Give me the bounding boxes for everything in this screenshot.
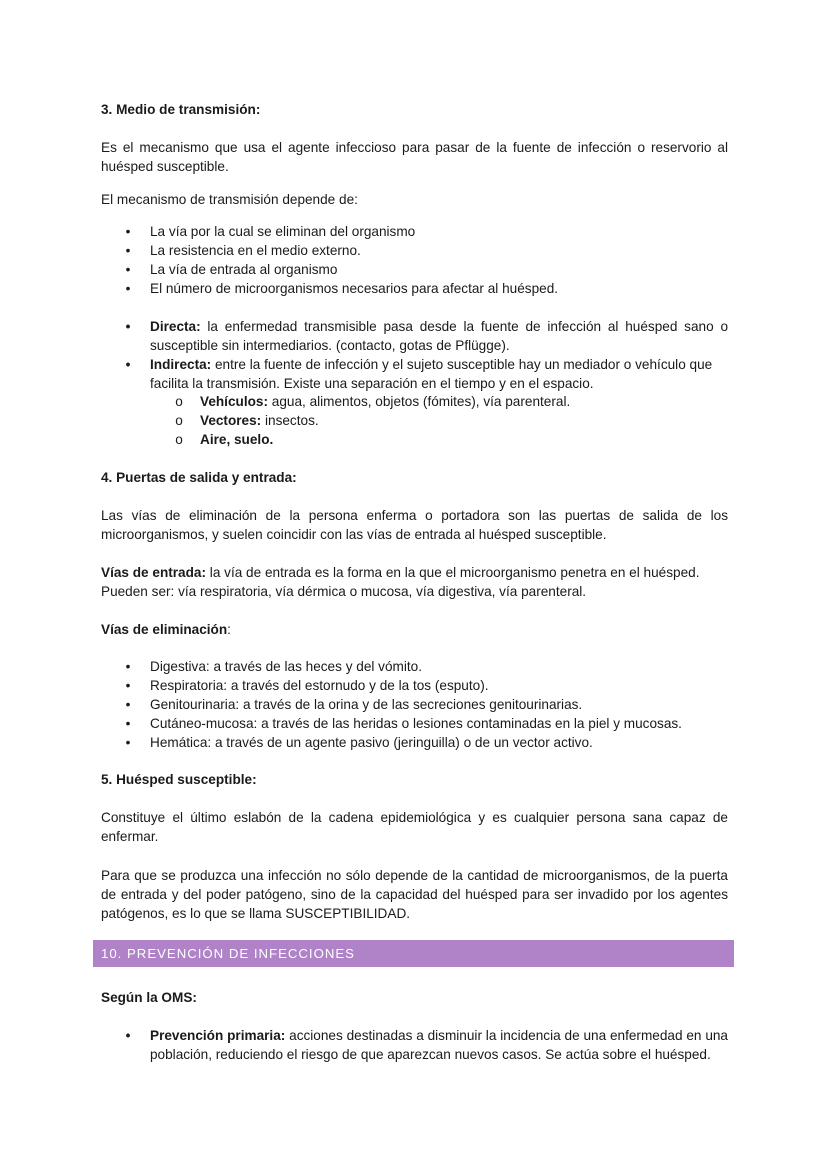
section-4-para-1-line-1: Las vías de eliminación de la persona enferma o portadora son las puertas de salida de los: [101, 508, 728, 523]
section-10-banner-title: 10. PREVENCIÓN DE INFECCIONES: [101, 946, 355, 961]
aire-suelo-item: Aire, suelo.: [200, 432, 274, 447]
circle-bullet-icon: o: [175, 413, 183, 428]
vectores-text: insectos.: [261, 413, 319, 428]
circle-bullet-icon: o: [175, 394, 183, 409]
section-5-para-2-line-1: Para que se produzca una infección no sólo depende de la cantidad de microorganismos, de la puerta: [101, 868, 728, 883]
bullet-icon: •: [125, 678, 131, 693]
circle-bullet-icon: o: [175, 432, 183, 447]
bullet-icon: •: [125, 262, 131, 277]
directa-line-2: susceptible sin intermediarios. (contacto, gotas de Pflügge).: [150, 338, 510, 353]
directa-line-1: [150, 317, 728, 336]
bullet-icon: •: [125, 735, 131, 750]
vias-entrada-line-2: Pueden ser: vía respiratoria, vía dérmica o mucosa, vía digestiva, vía parenteral.: [101, 584, 587, 599]
indirecta-line-1: [150, 355, 712, 374]
via-eliminacion-item: Cutáneo-mucosa: a través de las heridas o lesiones contaminadas en la piel y mucosas.: [150, 716, 682, 731]
directa-label: Directa:: [150, 319, 201, 334]
bullet-icon: •: [125, 281, 131, 296]
bullet-icon: •: [125, 697, 131, 712]
vehiculos-label: Vehículos:: [200, 394, 268, 409]
vias-eliminacion-colon: :: [227, 622, 231, 637]
via-eliminacion-item: Respiratoria: a través del estornudo y de la tos (esputo).: [150, 678, 489, 693]
bullet-icon: •: [125, 357, 131, 372]
vectores-item: [200, 411, 319, 430]
via-eliminacion-item: Digestiva: a través de las heces y del vómito.: [150, 659, 423, 674]
section-5-para-2-line-3: patógenos, es lo que se llama SUSCEPTIBILIDAD.: [101, 906, 411, 921]
bullet-icon: •: [125, 716, 131, 731]
bullet-icon: •: [125, 1028, 131, 1043]
directa-text: la enfermedad transmisible pasa desde la fuente de infección al huésped sano o: [200, 319, 728, 334]
prevencion-primaria-label: Prevención primaria:: [150, 1028, 286, 1043]
section-3-para-1-line-1: Es el mecanismo que usa el agente infeccioso para pasar de la fuente de infección o reservorio al: [101, 140, 728, 155]
vectores-label: Vectores:: [200, 413, 262, 428]
bullet-icon: •: [125, 224, 131, 239]
indirecta-label: Indirecta:: [150, 357, 212, 372]
bullet-icon: •: [125, 319, 131, 334]
vias-eliminacion-label: Vías de eliminación: [101, 622, 228, 637]
prevencion-primaria-text: acciones destinadas a disminuir la incidencia de una enfermedad en una: [285, 1028, 728, 1043]
vias-eliminacion-heading: [101, 620, 231, 639]
prevencion-primaria-line-1: [150, 1026, 728, 1045]
depends-item: El número de microorganismos necesarios para afectar al huésped.: [150, 281, 559, 296]
depends-item: La vía por la cual se eliminan del organismo: [150, 224, 416, 239]
bullet-icon: •: [125, 659, 131, 674]
section-5-para-2-line-2: de entrada y del poder patógeno, sino de la capacidad del huésped para ser invadido por los agentes: [101, 887, 728, 902]
section-3-para-1-line-2: huésped susceptible.: [101, 159, 229, 174]
depends-item: La resistencia en el medio externo.: [150, 243, 361, 258]
section-5-para-1-line-2: enfermar.: [101, 829, 159, 844]
indirecta-line-2: facilita la transmisión. Existe una separación en el tiempo y en el espacio.: [150, 376, 594, 391]
section-4-heading: 4. Puertas de salida y entrada:: [101, 470, 297, 485]
depends-item: La vía de entrada al organismo: [150, 262, 338, 277]
vias-entrada-text: la vía de entrada es la forma en la que el microorganismo penetra en el huésped.: [206, 565, 700, 580]
via-eliminacion-item: Hemática: a través de un agente pasivo (jeringuilla) o de un vector activo.: [150, 735, 593, 750]
section-5-para-1-line-1: Constituye el último eslabón de la cadena epidemiológica y es cualquier persona sana capaz de: [101, 810, 728, 825]
oms-heading: Según la OMS:: [101, 990, 197, 1005]
prevencion-primaria-line-2: población, reduciendo el riesgo de que aparezcan nuevos casos. Se actúa sobre el huésped.: [150, 1047, 711, 1062]
vehiculos-text: agua, alimentos, objetos (fómites), vía parenteral.: [268, 394, 571, 409]
section-3-heading: 3. Medio de transmisión:: [101, 102, 261, 117]
bullet-icon: •: [125, 243, 131, 258]
vehiculos-item: [200, 392, 570, 411]
vias-entrada-line-1: [101, 563, 699, 582]
section-5-heading: 5. Huésped susceptible:: [101, 772, 257, 787]
indirecta-text: entre la fuente de infección y el sujeto susceptible hay un mediador o vehículo que: [211, 357, 713, 372]
section-4-para-1-line-2: microorganismos, y suelen coincidir con las vías de entrada al huésped susceptible.: [101, 527, 607, 542]
via-eliminacion-item: Genitourinaria: a través de la orina y de las secreciones genitourinarias.: [150, 697, 583, 712]
section-3-para-2: El mecanismo de transmisión depende de:: [101, 192, 358, 207]
vias-entrada-label: Vías de entrada:: [101, 565, 207, 580]
